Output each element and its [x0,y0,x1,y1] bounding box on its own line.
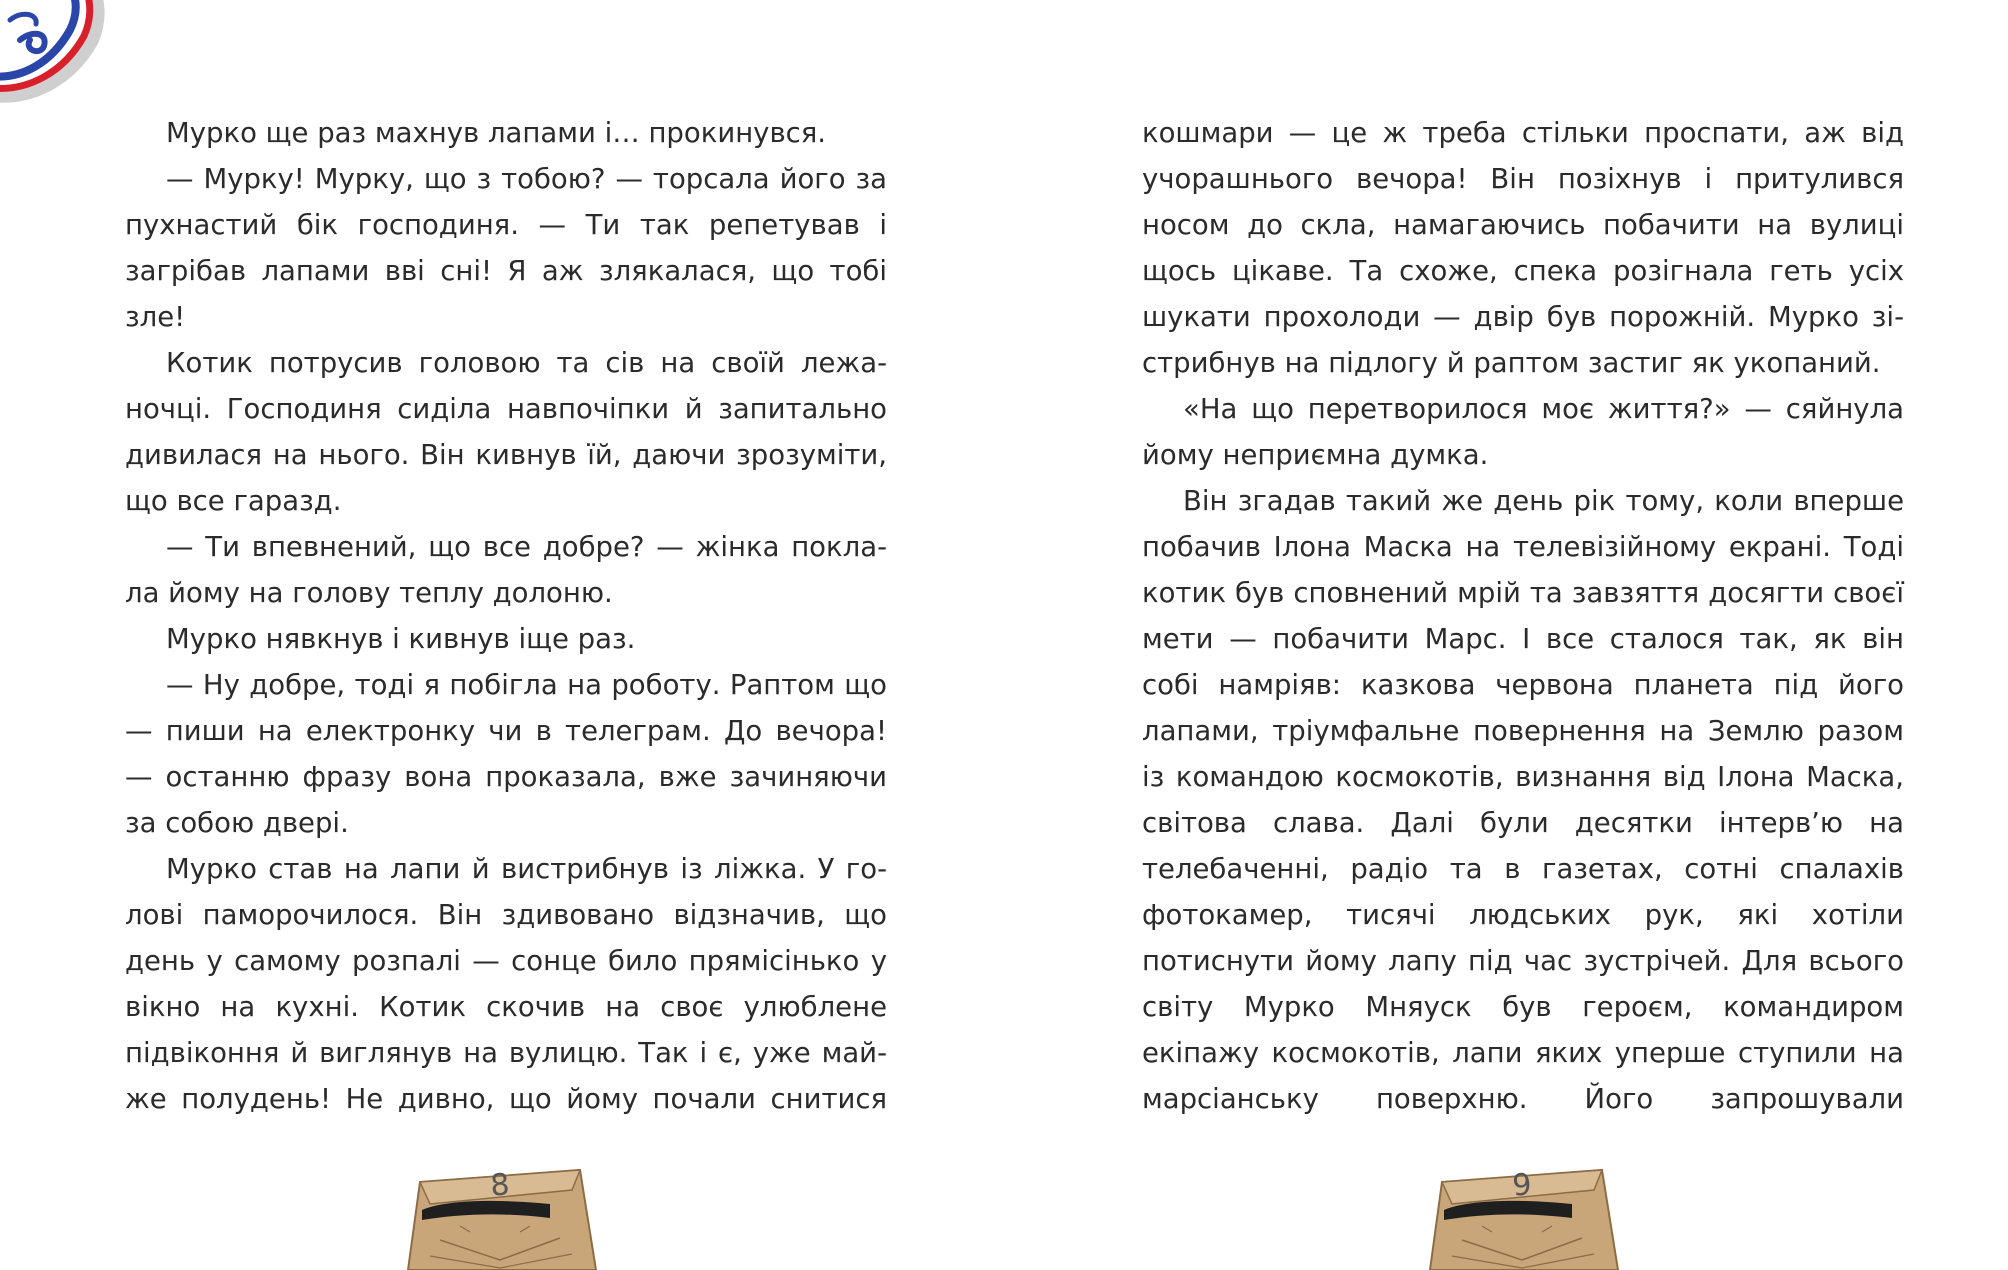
paragraph: — Ти впевнений, що все добре? — жінка поклала йому на голову теплу долоню. [125,531,887,609]
page-number: 8 [489,1167,511,1204]
paragraph: «На що перетворилося моє життя?» — сяйнула йому неприємна думка. [1142,393,1904,471]
right-page [1004,0,2008,1270]
paragraph: Мурко нявкнув і кивнув іще раз. [166,623,636,655]
paragraph: — Ну добре, тоді я побігла на роботу. Раптом що — пиши на електронку чи в телеграм. До вечора! — останню фразу вона проказала, вже зачиняючи за собою двері. [125,669,887,839]
paragraph: кошмари — це ж треба стільки проспати, аж від учорашнього вечора! Він позіхнув і притулився носом до скла, намагаючись побачити на вулиці щось цікаве. Та схоже, спека розігнала геть усіх шукати прохолоди — двір був порожній. Мурко зістрибнув на підлогу й раптом застиг як укопаний. [1142,117,1904,379]
paragraph: Мурко став на лапи й вистрибнув із ліжка. У голові паморочилося. Він здивовано відзначив, що день у самому розпалі — сонце било прямісінько у вікно на кухні. Котик скочив на своє улюблене підвіконня й виглянув на вулицю. Так і є, уже майже полудень! Не дивно, що йому почали снитися [125,853,887,1115]
paragraph: Котик потрусив головою та сів на своїй лежаночці. Господиня сиділа навпочіпки й запитально дивилася на нього. Він кивнув їй, даючи зрозуміти, що все гаразд. [125,347,887,517]
paragraph: — Мурку! Мурку, що з тобою? — торсала його за пухнастий бік господиня. — Ти так репетував і загрібав лапами вві сні! Я аж злякалася, що тобі зле! [125,163,887,333]
paragraph: Мурко ще раз махнув лапами і… прокинувся. [166,117,827,149]
left-text-column [125,110,887,1122]
page-number: 9 [1511,1167,1533,1204]
folio-box [400,1160,600,1270]
paragraph: Він згадав такий же день рік тому, коли вперше побачив Ілона Маска на телевізійному екрані. Тоді котик був сповнений мрій та завзяття досягти своєї мети — побачити Марс. І все сталося так, як він собі намріяв: казкова червона планета під його лапами, тріумфальне повернення на Землю разом із командою космокотів, визнання від Ілона Маска, світова слава. Далі були десятки інтерв’ю на телебаченні, радіо та в газетах, сотні спалахів фотокамер, тисячі людських рук, які хотіли потиснути йому лапу під час зустрічей. Для всього світу Мурко Мняуск був героєм, командиром екіпажу космокотів, лапи яких уперше ступили на марсіанську поверхню. Його запрошували [1142,485,1904,1115]
ribbon-swirl-icon [0,0,110,115]
folio-box [1422,1160,1622,1270]
right-text-column [1142,110,1904,1122]
